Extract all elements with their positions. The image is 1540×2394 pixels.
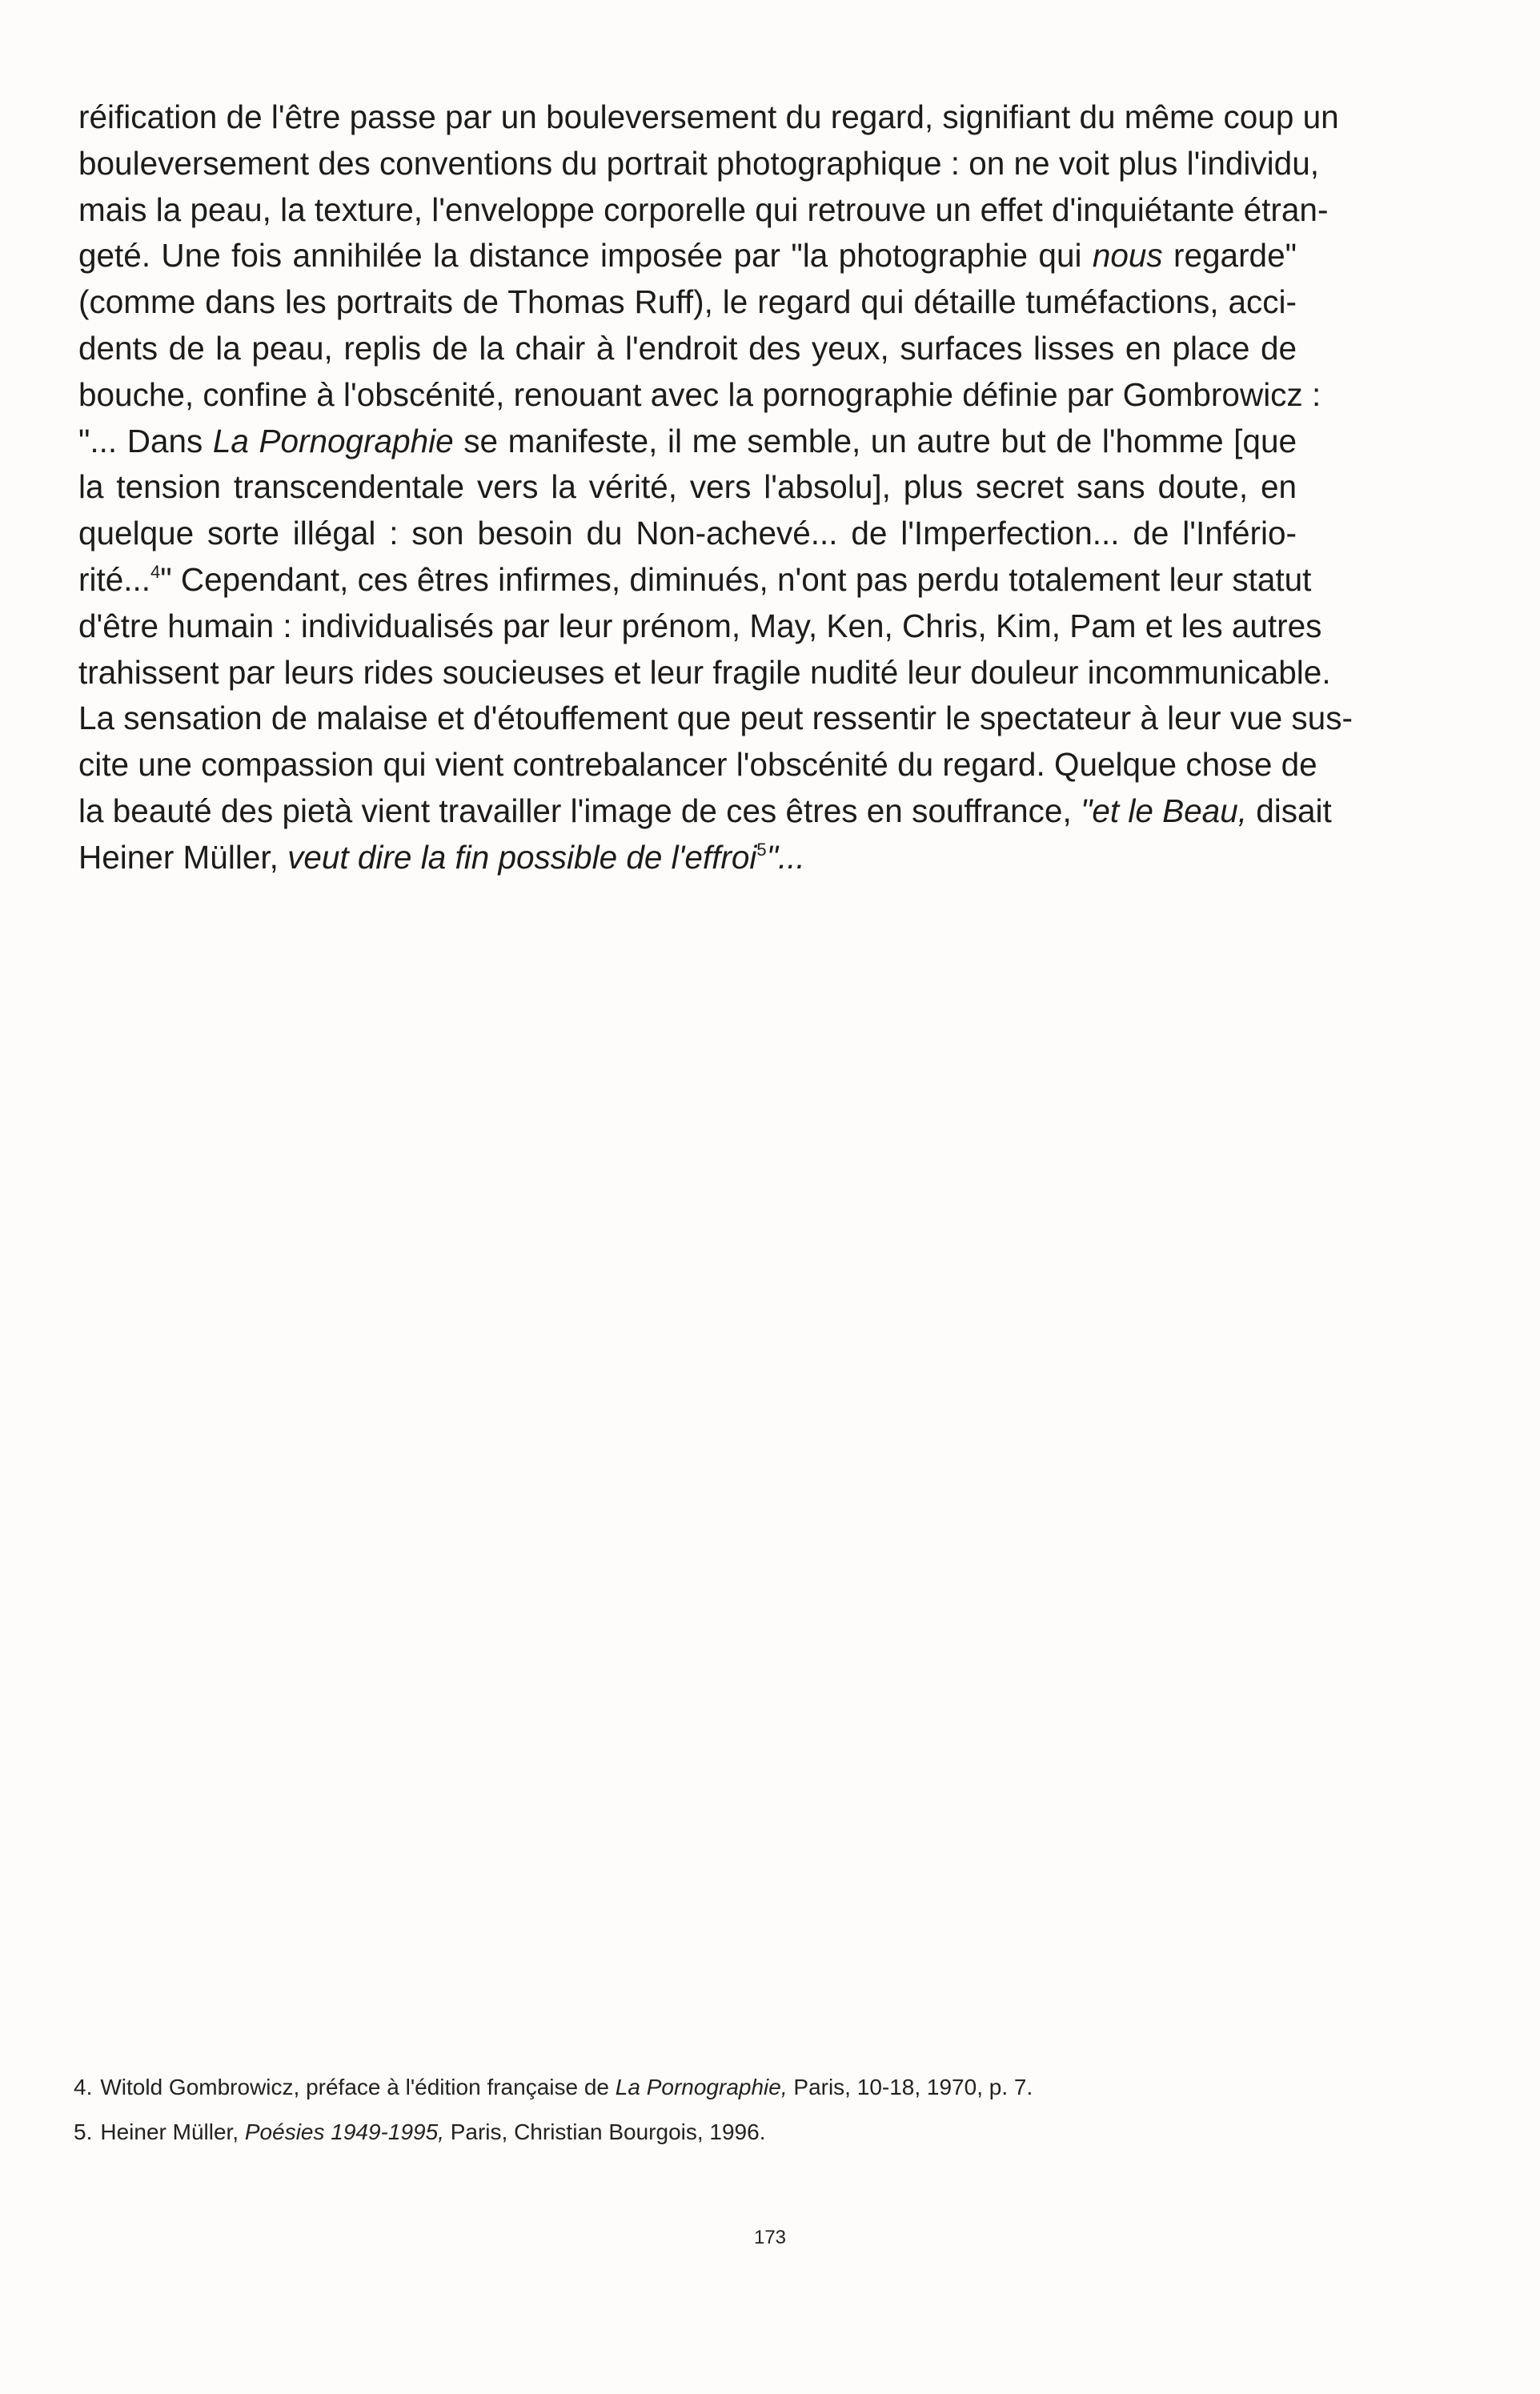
text-line — [78, 604, 1322, 650]
text-line — [78, 372, 1321, 419]
text-segment: Paris, 10-18, 1970, p. 7. — [787, 2075, 1033, 2099]
italic-text: nous — [1092, 237, 1163, 275]
text-line — [78, 279, 1297, 326]
footnote — [74, 2065, 1274, 2110]
text-segment: d'être humain : individualisés par leur prénom, May, Ken, Chris, Kim, Pam et les autres — [78, 607, 1322, 644]
text-line — [78, 94, 1339, 141]
text-line — [78, 788, 1332, 835]
text-line — [78, 326, 1297, 372]
text-line — [78, 464, 1297, 511]
text-line — [78, 419, 1297, 465]
italic-text: La Pornographie, — [615, 2075, 788, 2099]
text-line — [78, 650, 1331, 696]
text-segment: trahissent par leurs rides soucieuses et leur fragile nudité leur douleur incommunicable. — [78, 653, 1331, 691]
text-segment: la tension transcendentale vers la vérité, vers l'absolu], plus secret sans doute, en — [78, 468, 1297, 506]
text-segment: "... Dans — [78, 422, 213, 459]
footnote-reference: 5 — [756, 839, 767, 860]
text-segment: geté. Une fois annihilée la distance imposée par "la photographie qui — [78, 237, 1093, 275]
text-segment: " Cependant, ces êtres infirmes, diminués, n'ont pas perdu totalement leur statut — [160, 560, 1312, 598]
text-line — [78, 835, 1297, 881]
text-segment: mais la peau, la texture, l'enveloppe corporelle qui retrouve un effet d'inquiétante étran- — [78, 190, 1329, 228]
footnote-reference: 4 — [150, 561, 161, 582]
text-segment: dents de la peau, replis de la chair à l'endroit des yeux, surfaces lisses en place de — [78, 329, 1297, 367]
italic-text: La Pornographie — [212, 422, 454, 459]
text-line — [78, 187, 1329, 234]
text-segment: se manifeste, il me semble, un autre but de l'homme [que — [453, 422, 1297, 459]
text-segment: quelque sorte illégal : son besoin du Non-achevé... de l'Imperfection... de l'Infério- — [78, 515, 1297, 552]
text-segment: La sensation de malaise et d'étouffement que peut ressentir le spectateur à leur vue sus- — [78, 700, 1353, 737]
text-line — [78, 696, 1353, 742]
italic-text: veut dire la fin possible de l'effroi — [287, 838, 757, 876]
text-segment: Heiner Müller, — [100, 2119, 245, 2144]
italic-text: "... — [766, 838, 805, 876]
text-segment: la beauté des pietà vient travailler l'image de ces êtres en souffrance, — [78, 792, 1081, 829]
text-line — [78, 511, 1297, 557]
text-segment: regarde" — [1162, 237, 1297, 275]
footnote-number: 4. — [74, 2075, 93, 2099]
text-segment: cite une compassion qui vient contrebalancer l'obscénité du regard. Quelque chose de — [78, 746, 1317, 784]
page-number: 173 — [753, 2227, 787, 2248]
text-line — [78, 233, 1297, 279]
text-line — [78, 557, 1312, 604]
text-segment: réification de l'être passe par un bouleversement du regard, signifiant du même coup un — [78, 98, 1339, 135]
footnote-number: 5. — [74, 2119, 93, 2144]
body-text — [78, 94, 1353, 881]
italic-text: "et le Beau, — [1080, 792, 1247, 829]
text-line — [78, 141, 1319, 187]
text-segment: rité... — [78, 560, 151, 598]
footnotes — [74, 2065, 1274, 2155]
italic-text: Poésies 1949-1995, — [244, 2119, 444, 2144]
text-segment: (comme dans les portraits de Thomas Ruff), le regard qui détaille tuméfactions, acci- — [78, 283, 1297, 321]
text-line — [78, 742, 1317, 788]
footnote — [74, 2110, 1274, 2155]
text-segment: Paris, Christian Bourgois, 1996. — [443, 2119, 766, 2144]
text-segment: Heiner Müller, — [78, 838, 288, 876]
text-segment: bouche, confine à l'obscénité, renouant avec la pornographie définie par Gombrowicz : — [78, 375, 1321, 413]
text-segment: Witold Gombrowicz, préface à l'édition française de — [100, 2075, 616, 2099]
text-segment: disait — [1247, 792, 1332, 829]
text-segment: bouleversement des conventions du portrait photographique : on ne voit plus l'individu, — [78, 144, 1319, 182]
